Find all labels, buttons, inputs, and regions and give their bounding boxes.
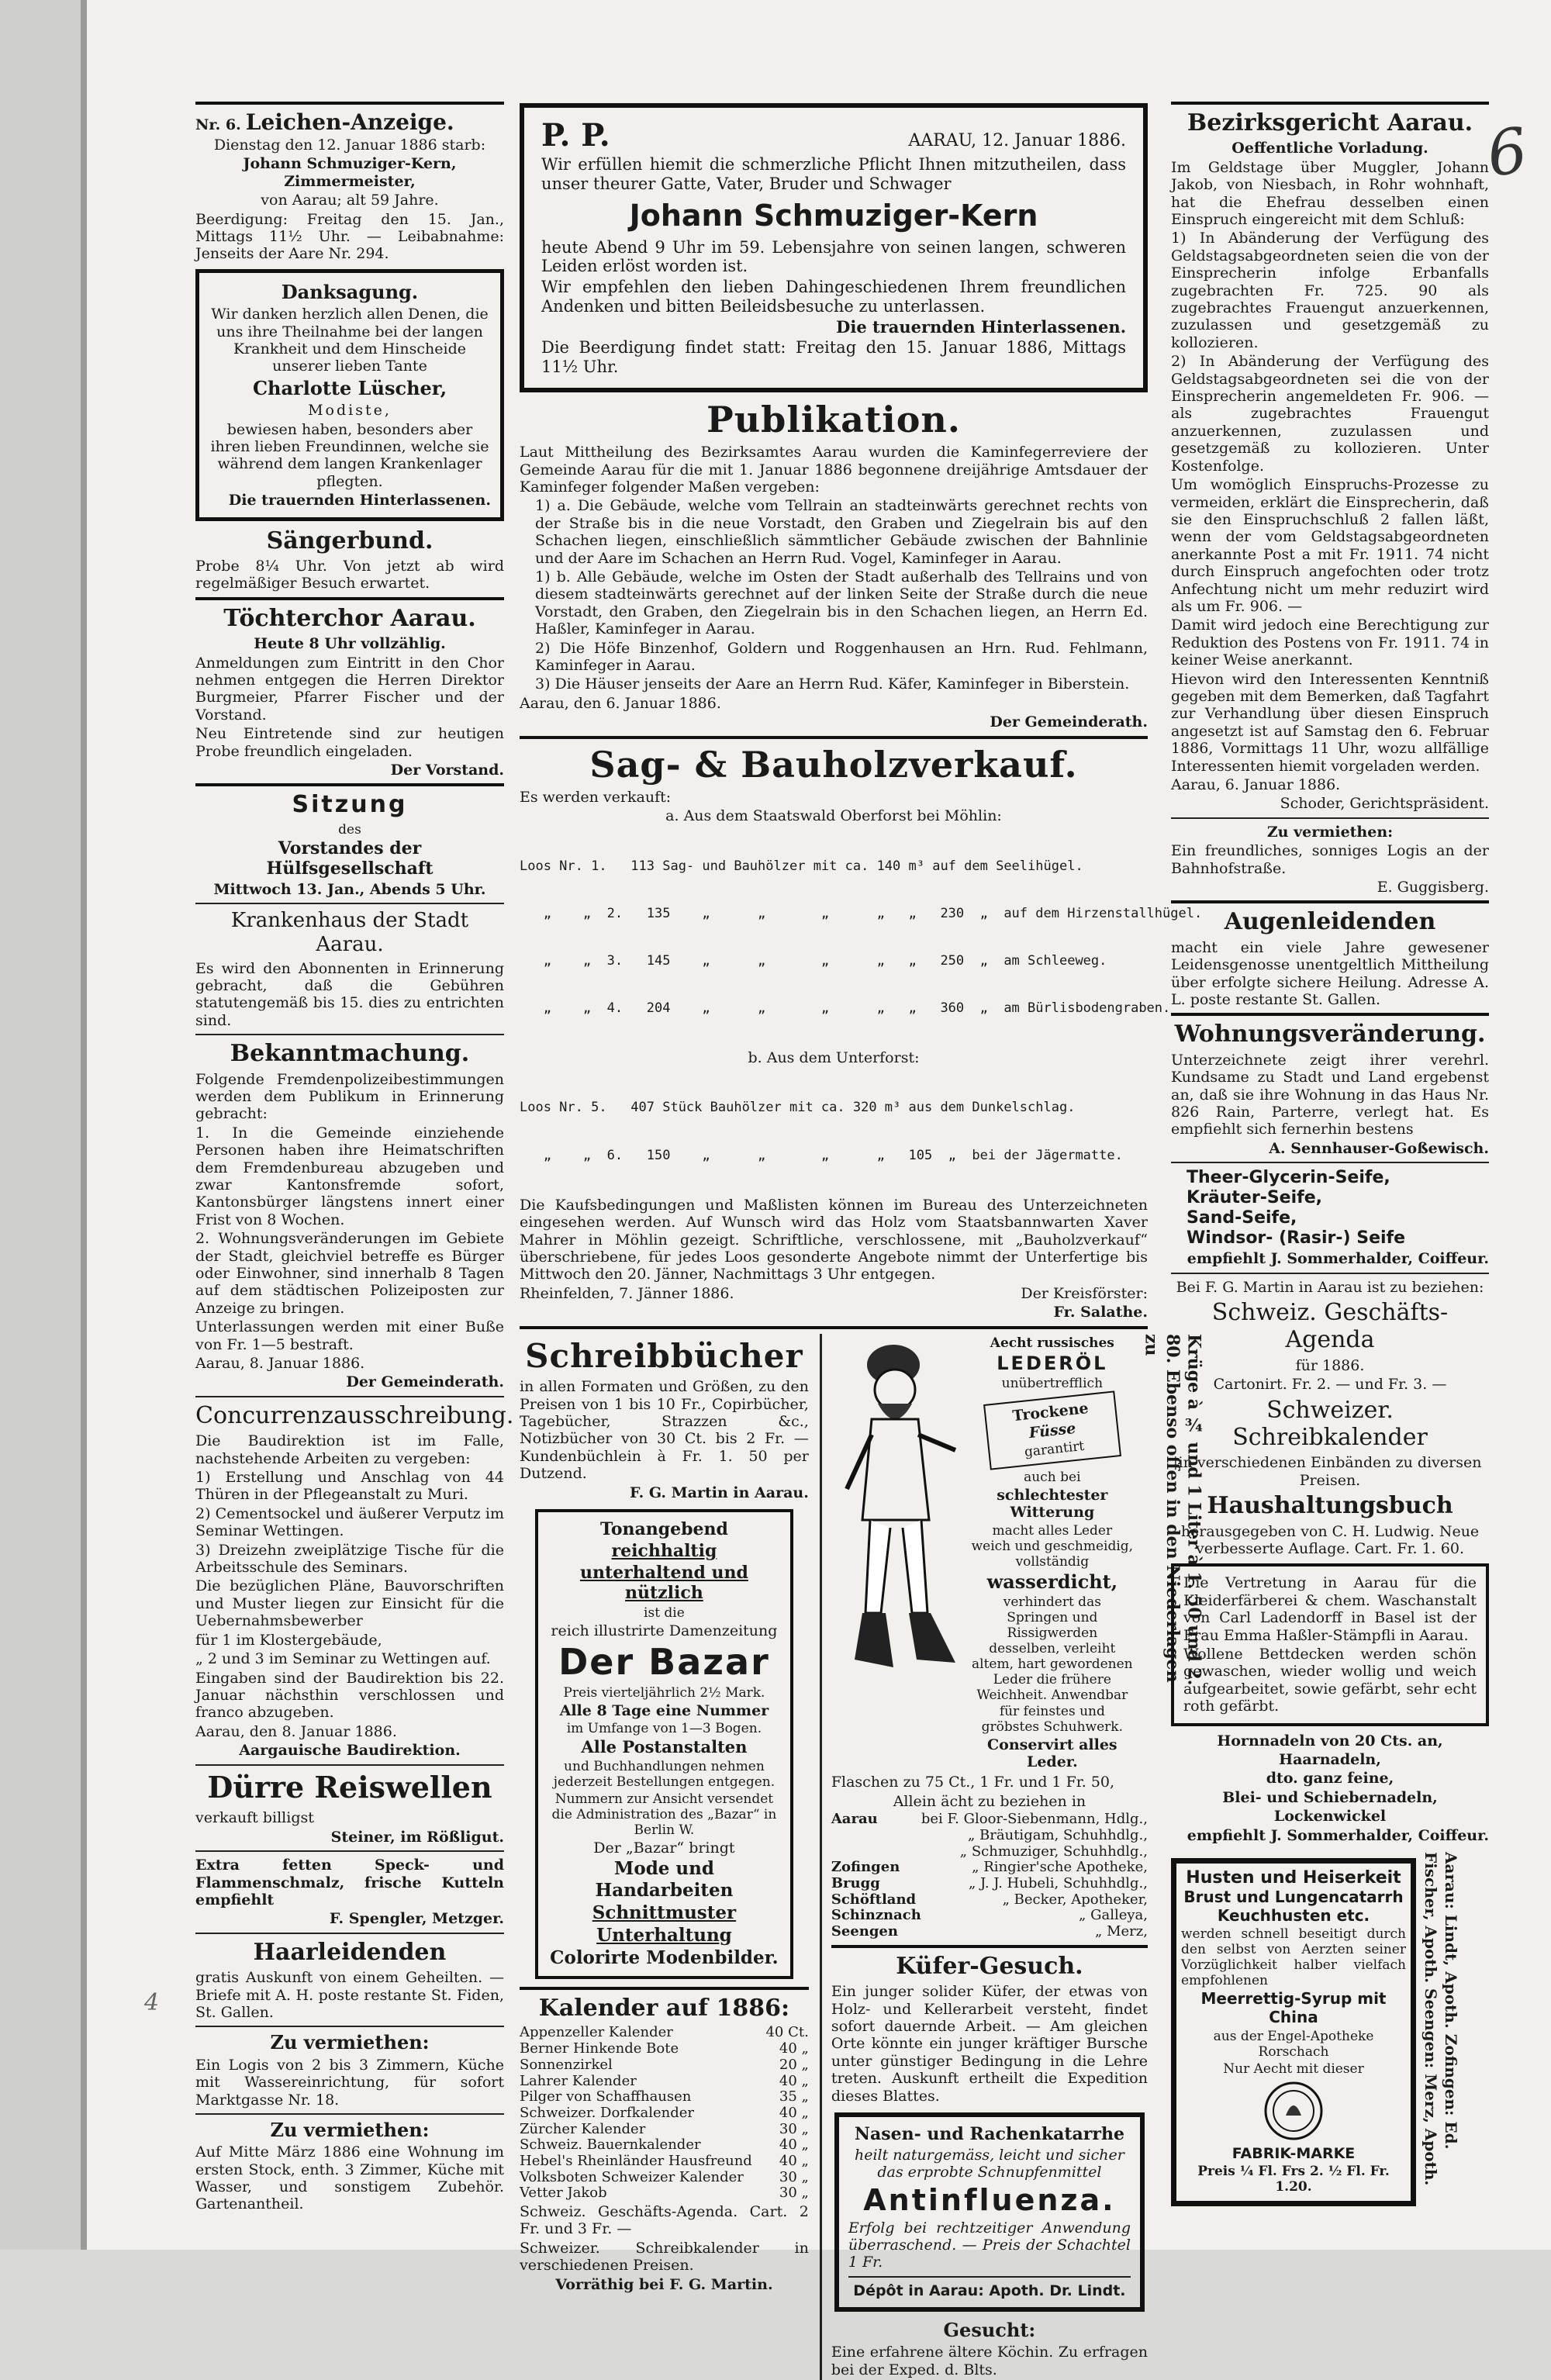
meerrettig-text: werden schnell beseitigt durch den selbst von Aerzten seiner Vorzüglichkeit halber vielfach empfohlenen xyxy=(1181,1926,1406,1989)
kalender-price: 35 „ xyxy=(779,2088,809,2105)
seifen-item: Sand-Seife, xyxy=(1187,1208,1297,1228)
toechterchor-text: Neu Eintretende sind zur heutigen Probe freundlich eingeladen. xyxy=(195,725,504,760)
haarnadeln-item: Blei- und Schiebernadeln, xyxy=(1222,1788,1438,1806)
seifen-item: Kräuter-Seife, xyxy=(1187,1188,1322,1208)
seller-row xyxy=(831,1908,1148,1924)
thanks-signature: Die trauernden Hinterlassenen. xyxy=(228,492,491,510)
boot-label-line: Füsse xyxy=(1028,1420,1077,1442)
bazar-post2: und Buchhandlungen nehmen jederzeit Bestellungen entgegen. xyxy=(553,1758,776,1790)
notice-line: Dienstag den 12. Januar 1886 starb: xyxy=(213,136,486,154)
seller-name: „ Becker, Apotheker, xyxy=(1002,1891,1148,1908)
loos-row: „ „ 4. 204 „ „ „ „ „ 360 „ am Bürlisbodengraben. xyxy=(520,1000,1171,1017)
divider xyxy=(195,1933,504,1934)
bazar-issue: Alle 8 Tage eine Nummer xyxy=(559,1701,769,1719)
divider xyxy=(195,1764,504,1766)
thanks-profession: Modiste, xyxy=(308,402,392,420)
obituary-pp: P. P. xyxy=(541,117,610,154)
krankenhaus-title: Krankenhaus der Stadt Aarau. xyxy=(230,909,469,956)
meerrettig-vertical: Aarau: Lindt, Apoth. Zofingen: Ed. Fischer, Apoth. Seengen: Merz, Apoth. xyxy=(1421,1852,1460,2186)
left-column xyxy=(195,97,514,2215)
bazar-line: reichhaltig xyxy=(611,1540,717,1561)
concurrenz-item: 2) Cementsockel und äußerer Verputz im Seminar Wettingen. xyxy=(195,1504,504,1540)
thanks-text: bewiesen haben, besonders aber ihren lieben Freundinnen, welche sie während dem langen Krankenlager pflegten. xyxy=(210,420,489,490)
divider xyxy=(1171,1273,1489,1274)
agenda-title: Schweiz. Geschäfts-Agenda xyxy=(1211,1298,1449,1354)
wohnung-text: Unterzeichnete zeigt ihrer verehrl. Kundsame zu Stadt und Land ergebenst an, daß sie ihre Wohnung in das Haus Nr. 826 Rain, Parterre, verlegt hat. Es empfiehlt sich fernerhin bestens xyxy=(1171,1051,1489,1138)
divider xyxy=(195,1396,504,1397)
seller-town: Aarau xyxy=(831,1811,878,1828)
bazar-unterhaltung: Unterhaltung xyxy=(596,1924,732,1946)
faerberei-text: Die Vertretung in Aarau für die Kleiderfärberei & chem. Waschanstalt von Carl Ladendorff in Basel ist der Frau Emma Haßler-Stämpfli in Aarau. xyxy=(1183,1574,1477,1644)
bezirksgericht-text: Hievon wird den Interessenten Kenntniß gegeben mit dem Bemerken, daß Tagfahrt zur Verhandlung über diesen Einspruch angesetzt ist auf Samstag den 6. Februar 1886, Vormittags 11 Uhr, wozu allfällige Interessenten hiemit vorgeladen werden. xyxy=(1171,670,1489,775)
divider xyxy=(1171,1162,1489,1163)
kalender-price: 40 „ xyxy=(779,2104,809,2121)
notice-line: von Aarau; alt 59 Jahre. xyxy=(261,192,439,209)
thanks-text: Wir danken herzlich allen Denen, die uns ihre Theilnahme bei der langen Krankheit und dem Hinscheide unserer lieben Tante xyxy=(211,306,489,375)
toechterchor-title: Töchterchor Aarau. xyxy=(223,604,476,632)
haarnadeln-item: Hornnadeln von 20 Cts. an, xyxy=(1217,1732,1443,1750)
vermiethen-title: Zu vermiethen: xyxy=(1266,823,1394,841)
concurrenz-text: „ 2 und 3 im Seminar zu Wettingen auf. xyxy=(195,1650,491,1668)
kalender-price: 40 „ xyxy=(779,2072,809,2089)
bezirksgericht-text: 1) In Abänderung der Verfügung des Geldstagsabgeordneten seien die von der Einsprecherin infolge Erbanfalls zugebrachten Fr. 725. 90 als zugebrachtes Frauengut anzuerkennen, zuzulassen und gesetzgemäß zu kollozieren. xyxy=(1171,230,1489,351)
concurrenz-date: Aarau, den 8. Januar 1886. xyxy=(195,1722,397,1740)
lederoel-illustration xyxy=(831,1334,971,1773)
bazar-sample: Nummern zur Ansicht versendet die Administration des „Bazar“ in Berlin W. xyxy=(551,1791,777,1838)
seller-name: „ Ringier'sche Apotheke, xyxy=(972,1859,1148,1876)
divider xyxy=(831,1945,1148,1948)
loos-row: „ „ 2. 135 „ „ „ „ „ 230 „ auf dem Hirzenstallhügel. xyxy=(520,905,1203,921)
gesucht-title: Gesucht: xyxy=(943,2319,1036,2342)
loos-row: Loos Nr. 5. 407 Stück Bauhölzer mit ca. 320 m³ aus dem Dunkelschlag. xyxy=(520,1100,1076,1116)
antinfluenza-ad xyxy=(834,2112,1145,2312)
divider xyxy=(195,783,504,786)
right-column xyxy=(1171,97,1489,2212)
man-with-boots-illustration xyxy=(831,1334,963,1691)
seifen-list xyxy=(1171,1168,1489,1249)
agenda-intro: Bei F. G. Martin in Aarau ist zu beziehen: xyxy=(1176,1278,1484,1296)
lederoel-text: auch bei xyxy=(1024,1469,1081,1485)
divider xyxy=(520,736,1148,739)
kalender-agenda: Schweiz. Geschäfts-Agenda. Cart. 2 Fr. und 3 Fr. — xyxy=(520,2203,809,2238)
concurrenz-text: für 1 im Klostergebäude, xyxy=(195,1631,382,1649)
kalender-row xyxy=(520,2089,809,2105)
bekanntmachung-text: Unterlassungen werden mit einer Buße von Fr. 1—5 bestraft. xyxy=(195,1318,504,1353)
lederoel-sub: unübertrefflich xyxy=(1001,1375,1104,1391)
bazar-line: unterhaltend und nützlich xyxy=(579,1562,748,1603)
kalender-name: Pilger von Schaffhausen xyxy=(520,2088,692,2105)
antinfluenza-name: Antinfluenza. xyxy=(863,2182,1116,2217)
bekanntmachung-item: 2. Wohnungsveränderungen im Gebiete der Stadt, gleichviel betreffe es Bürger oder Einwohner, sind innerhalb 8 Tagen auf dem städtischen Polizeiposten zur Anzeige zu bringen. xyxy=(195,1230,504,1317)
holz-signature: Fr. Salathe. xyxy=(1053,1304,1148,1321)
seller-row xyxy=(831,1876,1148,1892)
concurrenz-text: Die Baudirektion ist im Falle, nachstehende Arbeiten zu vergeben: xyxy=(195,1432,504,1467)
faerberei-box xyxy=(1171,1563,1489,1725)
seller-town: Zofingen xyxy=(831,1859,900,1876)
bazar-line: reich illustrirte Damenzeitung xyxy=(551,1622,778,1639)
sitzung-des: des xyxy=(338,821,361,838)
bezirksgericht-text: Im Geldstage über Muggler, Johann Jakob, von Niesbach, in Rohr wohnhaft, hat die Ehefrau desselben einen Einspruch eingereicht mit dem Schluß: xyxy=(1171,158,1489,229)
bazar-price: Preis vierteljährlich 2½ Mark. xyxy=(563,1684,765,1701)
kalender-price: 40 „ xyxy=(779,2040,809,2057)
meerrettig-title: Husten und Heiserkeit xyxy=(1186,1868,1401,1888)
bekanntmachung-item: 1. In die Gemeinde einziehende Personen haben ihre Heimatschriften dem Fremdenbureau abzugeben und zwar Kantonsfremde sofort, Kantonsbürger längstens innert einer Frist von 8 Wochen. xyxy=(195,1124,504,1228)
meerrettig-product: Meerrettig-Syrup mit China xyxy=(1200,1989,1387,2026)
bazar-title: Der Bazar xyxy=(558,1641,770,1684)
kalender-name: Zürcher Kalender xyxy=(520,2120,646,2137)
vermiethen-text: Ein Logis von 2 bis 3 Zimmern, Küche mit Wassereinrichtung, für sofort Marktgasse Nr. 18. xyxy=(195,2056,504,2109)
agenda-title3: Haushaltungsbuch xyxy=(1207,1492,1453,1520)
agenda-title2: Schweizer. Schreibkalender xyxy=(1232,1396,1428,1451)
kalender-name: Hebel's Rheinländer Hausfreund xyxy=(520,2152,752,2169)
divider xyxy=(195,597,504,600)
kalender-row xyxy=(520,2122,809,2138)
agenda-price: Cartonirt. Fr. 2. — und Fr. 3. — xyxy=(1213,1376,1447,1394)
bezirksgericht-text: Damit wird jedoch eine Berechtigung zur Reduktion des Postens von Fr. 1911. 74 in keiner Weise anerkannt. xyxy=(1171,617,1489,669)
publikation-item: 1) a. Die Gebäude, welche vom Tellrain an stadteinwärts gerechnet rechts von der Straße bis in die neue Vorstadt, den Graben und Ziegelrain bis auf den Schachen liegen, einschließlich sämmtlicher Gebäude zwischen der Bahnlinie und der Aare im Schachen an Herrn Rud. Vogel, Kaminfeger in Aarau. xyxy=(535,497,1148,567)
boot-label-line: garantirt xyxy=(1023,1438,1085,1460)
divider xyxy=(195,903,504,904)
divider xyxy=(195,2026,504,2027)
kalender-name: Vetter Jakob xyxy=(520,2185,607,2202)
boot-label xyxy=(983,1390,1121,1470)
notice-title: Leichen-Anzeige. xyxy=(245,109,454,135)
divider xyxy=(195,1850,504,1852)
publikation-item: 1) b. Alle Gebäude, welche im Osten der Stadt außerhalb des Tellrains und von diesem stadteinwärts gerechnet auf der linken Seite der Straße durch die neue Vorstadt, den Graben, den Ziegelrain bis in den Schachen liegen, an Herrn Ed. Haßler, Kaminfeger in Aarau. xyxy=(535,568,1148,638)
haarnadeln-item: Lockenwickel xyxy=(1273,1808,1387,1826)
meerrettig-price: Preis ¼ Fl. Frs 2. ½ Fl. Fr. 1.20. xyxy=(1197,2164,1390,2195)
holz-date: Rheinfelden, 7. Jänner 1886. xyxy=(520,1284,734,1302)
lederoel-text: macht alles Leder weich und geschmeidig, vollständig xyxy=(971,1522,1134,1570)
antinfluenza-title: Nasen- und Rachenkatarrhe xyxy=(854,2123,1124,2144)
kalender-name: Sonnenzirkel xyxy=(520,2056,613,2073)
divider xyxy=(848,2276,1131,2278)
saengerbund-title: Sängerbund. xyxy=(266,527,434,554)
seller-name: „ Schmuziger, Schuhhdlg., xyxy=(959,1843,1148,1860)
divider xyxy=(1171,1013,1489,1016)
seifen-seller: empfiehlt J. Sommerhalder, Coiffeur. xyxy=(1187,1250,1489,1268)
lederoel-text: wasserdicht, xyxy=(986,1570,1118,1593)
holz-office: Der Kreisförster: xyxy=(1021,1284,1148,1302)
bezirksgericht-title: Bezirksgericht Aarau. xyxy=(1187,109,1473,136)
thanks-title: Danksagung. xyxy=(281,280,419,303)
kalender-name: Volksboten Schweizer Kalender xyxy=(520,2168,744,2185)
publikation-title: Publikation. xyxy=(706,398,961,440)
seifen-item: Theer-Glycerin-Seife, xyxy=(1187,1168,1390,1188)
concurrenz-item: 1) Erstellung und Anschlag von 44 Thüren in der Pflegeanstalt zu Muri. xyxy=(195,1469,504,1504)
kalender-price: 40 „ xyxy=(779,2152,809,2169)
augenleiden-title: Augenleidenden xyxy=(1224,908,1436,936)
sitzung-when: Mittwoch 13. Jan., Abends 5 Uhr. xyxy=(213,880,486,898)
kalender-name: Berner Hinkende Bote xyxy=(520,2040,679,2057)
divider xyxy=(520,1326,1148,1329)
meerrettig-wrapper xyxy=(1171,1852,1489,2212)
middle-sub-left xyxy=(520,1334,809,2380)
bazar-colorirte: Colorirte Modenbilder. xyxy=(550,1946,779,1968)
agenda-text3: herausgegeben von C. H. Ludwig. Neue verbesserte Auflage. Cart. Fr. 1. 60. xyxy=(1180,1522,1480,1557)
reiswellen-title: Dürre Reiswellen xyxy=(207,1769,492,1805)
haarnadeln-item: Haarnadeln, xyxy=(1279,1750,1381,1768)
kalender-row xyxy=(520,2185,809,2202)
binding-edge xyxy=(81,0,87,2250)
holz-loos-a xyxy=(520,827,1203,1048)
lederoel-copy xyxy=(971,1334,1134,1773)
kuefer-text: Ein junger solider Küfer, der etwas von Holz- und Kellerarbeit versteht, findet sofort dauernde Arbeit. — Am gleichen Orte könnte ein junger kräftiger Bursche unter günstiger Bedingung in die Lehre treten. Auskunft ertheilt die Expedition dieses Blattes. xyxy=(831,1983,1148,2105)
bezirksgericht-text: 2) In Abänderung der Verfügung des Geldstagsabgeordneten sei die von der Einsprecherin angemeldeten Fr. 906. — als zugebrachtes Frauengut anzuerkennen, zuzulassen und gesetzgemäß zu kollozieren. Unter Kostenfolge. xyxy=(1171,353,1489,475)
thanks-box xyxy=(195,269,504,521)
kalender-price: 20 „ xyxy=(779,2056,809,2073)
reiswellen-text: verkauft billigst xyxy=(195,1809,314,1827)
death-notice xyxy=(195,109,504,263)
publikation-item: 2) Die Höfe Binzenhof, Goldern und Roggenhausen an Hrn. Rud. Fehlmann, Kaminfeger in Aarau. xyxy=(535,639,1148,675)
seller-row xyxy=(831,1860,1148,1876)
kalender-name: Schweizer. Dorfkalender xyxy=(520,2104,694,2121)
kalender-list xyxy=(520,2025,809,2202)
haarnadeln-item: dto. ganz feine, xyxy=(1266,1770,1394,1788)
kalender-name: Appenzeller Kalender xyxy=(520,2024,673,2041)
obituary-box xyxy=(520,103,1148,392)
holz-text: Die Kaufsbedingungen und Maßlisten können im Bureau des Unterzeichneten eingesehen werden. Auf Wunsch wird das Holz vom Staatsbannwarten Xaver Mahrer in Möhlin gezeigt. Schriftliche, verschlossene, mit „Bauholzverkauf“ überschriebene, für jedes Loos gesonderte Angebote nimmt der Unterfertige bis Mittwoch den 20. Jänner, Nachmittags 3 Uhr entgegen. xyxy=(520,1196,1148,1283)
divider xyxy=(520,1987,809,1990)
kalender-row xyxy=(520,2057,809,2074)
toechterchor-signature: Der Vorstand. xyxy=(390,762,504,779)
divider xyxy=(1171,102,1489,105)
bazar-schnitt: Schnittmuster xyxy=(592,1902,737,1923)
seller-town: Seengen xyxy=(831,1923,898,1940)
kalender-row xyxy=(520,2074,809,2090)
vermiethen-text: Ein freundliches, sonniges Logis an der Bahnhofstraße. xyxy=(1171,842,1489,877)
obituary-signature: Die trauernden Hinterlassenen. xyxy=(836,316,1126,337)
toechterchor-sub: Heute 8 Uhr vollzählig. xyxy=(254,635,446,653)
publikation-signature: Der Gemeinderath. xyxy=(990,713,1148,731)
loos-row: „ „ 6. 150 „ „ „ „ 105 „ bei der Jägermatte. xyxy=(520,1147,1123,1163)
speck-text: Extra fetten Speck- und Flammenschmalz, frische Kutteln empfiehlt xyxy=(195,1857,504,1908)
lederoel-ad xyxy=(831,1334,1148,1773)
meerrettig-title: Keuchhusten etc. xyxy=(1217,1905,1370,1925)
publikation-item: 3) Die Häuser jenseits der Aare an Herrn Rud. Käfer, Kaminfeger in Biberstein. xyxy=(535,675,1130,693)
bezirksgericht-date: Aarau, 6. Januar 1886. xyxy=(1171,776,1341,794)
kalender-row xyxy=(520,2137,809,2154)
bazar-issue2: im Umfange von 1—3 Bogen. xyxy=(566,1720,762,1736)
saengerbund-text: Probe 8¼ Uhr. Von jetzt ab wird regelmäßiger Besuch erwartet. xyxy=(195,557,504,592)
bazar-line: Tonangebend xyxy=(599,1518,728,1539)
seller-name: bei F. Gloor-Siebenmann, Hdlg., xyxy=(921,1811,1148,1828)
kalender-row xyxy=(520,2170,809,2186)
krankenhaus-text: Es wird den Abonnenten in Erinnerung gebracht, daß die Gebühren statutengemäß bis 15. dies zu entrichten sind. xyxy=(195,959,504,1029)
concurrenz-text: Die bezüglichen Pläne, Bauvorschriften und Muster liegen zur Einsicht für die Uebernahmsbewerber xyxy=(195,1577,504,1630)
loos-row: Loos Nr. 1. 113 Sag- und Bauhölzer mit ca. 140 m³ auf dem Seelihügel. xyxy=(520,858,1083,874)
vermiethen-title: Zu vermiethen: xyxy=(270,2118,430,2141)
meerrettig-maker: aus der Engel-Apotheke Rorschach xyxy=(1213,2028,1374,2060)
concurrenz-signature: Aargauische Baudirektion. xyxy=(239,1742,461,1760)
lederoel-title: LEDERÖL xyxy=(997,1352,1108,1374)
bezirksgericht-text: Um womöglich Einspruchs-Prozesse zu vermeiden, erklärt die Einsprecherin, daß sie den Einspruchschluß 2 fallen läßt, wenn der vom Geldstagsabgeordneten anerkannte Post a mit Fr. 1911. 74 nicht durch Einspruch angefochten oder trotz Anfechtung nicht um mehr reduzirt wird als um Fr. 906. — xyxy=(1171,476,1489,615)
sitzung-sub: Vorstandes der Hülfsgesellschaft xyxy=(266,838,434,879)
seller-name: „ J. J. Hubeli, Schuhhdlg., xyxy=(968,1874,1148,1891)
concurrenz-item: 3) Dreizehn zweiplätzige Tische für die Arbeitsschule des Seminars. xyxy=(195,1541,504,1577)
notice-line: Johann Schmuziger-Kern, Zimmermeister, xyxy=(243,155,457,190)
holz-sub: b. Aus dem Unterforst: xyxy=(748,1049,920,1067)
bazar-brings: Der „Bazar“ bringt xyxy=(593,1839,735,1857)
middle-sub-right xyxy=(820,1333,1204,2380)
divider xyxy=(1171,900,1489,903)
kalender-name: Schweiz. Bauernkalender xyxy=(520,2136,701,2154)
divider xyxy=(195,1034,504,1035)
gesucht-text: Eine erfahrene ältere Köchin. Zu erfragen bei der Exped. d. Blts. xyxy=(831,2344,1148,2378)
seller-row xyxy=(831,1892,1148,1908)
haarleiden-title: Haarleidenden xyxy=(253,1938,447,1966)
margin-mark: 4 xyxy=(144,1989,160,2016)
haarleiden-text: gratis Auskunft von einem Geheilten. — Briefe mit A. H. poste restante St. Fiden, St. Gallen. xyxy=(195,1969,504,2021)
agenda-text2: in verschiedenen Einbänden zu diversen Preisen. xyxy=(1178,1454,1482,1489)
meerrettig-fabrik: FABRIK-MARKE xyxy=(1231,2144,1356,2162)
seller-row xyxy=(831,1924,1148,1940)
kalender-name: Lahrer Kalender xyxy=(520,2072,637,2089)
bekanntmachung-signature: Der Gemeinderath. xyxy=(346,1373,504,1391)
seller-row xyxy=(831,1844,1148,1860)
kalender-price: 40 Ct. xyxy=(765,2024,809,2041)
seller-row xyxy=(831,1828,1148,1844)
kalender-price: 30 „ xyxy=(779,2185,809,2202)
obituary-text: Wir erfüllen hiemit die schmerzliche Pflicht Ihnen mitzutheilen, dass unser theurer Gatte, Vater, Bruder und Schwager xyxy=(541,155,1126,193)
agenda-year: für 1886. xyxy=(1295,1356,1365,1374)
reiswellen-seller: Steiner, im Rößligut. xyxy=(330,1828,504,1846)
divider xyxy=(1171,817,1489,819)
sitzung-title: Sitzung xyxy=(292,791,408,819)
trademark-seal-icon xyxy=(1263,2080,1325,2142)
antinfluenza-depot: Dépôt in Aarau: Apoth. Dr. Lindt. xyxy=(853,2282,1126,2299)
obituary-text: heute Abend 9 Uhr im 59. Lebensjahre von seinen langen, schweren Leiden erlöst worden ist. xyxy=(541,237,1126,276)
seller-name: „ Galleya, xyxy=(1079,1907,1148,1924)
seller-town: Schinznach xyxy=(831,1907,921,1924)
schreibbuecher-text: in allen Formaten und Größen, zu den Preisen von 1 bis 10 Fr., Copirbücher, Tagebücher, Strazzen &c., Notizbücher von 30 Ct. bis 2 Fr. — Kundenbüchlein à Fr. 1. 50 per Dutzend. xyxy=(520,1378,809,1483)
binding-gutter xyxy=(0,0,87,2250)
antinfluenza-text: heilt naturgemäss, leicht und sicher das erprobte Schnupfenmittel xyxy=(855,2146,1124,2181)
lederoel-text: schlechtester Witterung xyxy=(997,1486,1108,1522)
publikation-date: Aarau, den 6. Januar 1886. xyxy=(520,694,721,712)
haarnadeln-seller: empfiehlt J. Sommerhalder, Coiffeur. xyxy=(1187,1826,1489,1844)
boot-label-line: Trockene xyxy=(1011,1400,1090,1425)
notice-line: Beerdigung: Freitag den 15. Jan., Mittags 11½ Uhr. — Leibabnahme: Jenseits der Aare Nr. 294. xyxy=(195,210,504,263)
obituary-dateline: AARAU, 12. Januar 1886. xyxy=(908,131,1126,150)
kalender-seller: Vorräthig bei F. G. Martin. xyxy=(555,2275,773,2293)
bekanntmachung-title: Bekanntmachung. xyxy=(230,1040,470,1068)
seller-town: Brugg xyxy=(831,1874,880,1891)
bazar-post: Alle Postanstalten xyxy=(581,1737,748,1757)
faerberei-text: Wollene Bettdecken werden schön gewaschen, wieder wollig und weich aufgearbeitet, sowie gefärbt, sehr echt roth gefärbt. xyxy=(1183,1645,1477,1715)
meerrettig-nur: Nur Aecht mit dieser xyxy=(1223,2060,1364,2077)
kalender-price: 40 „ xyxy=(779,2136,809,2154)
seller-town: Schöftland xyxy=(831,1891,917,1908)
meerrettig-title: Brust und Lungencatarrh xyxy=(1183,1887,1404,1906)
kalender-row xyxy=(520,2154,809,2170)
bekanntmachung-text: Folgende Fremdenpolizeibestimmungen werden dem Publikum in Erinnerung gebracht: xyxy=(195,1070,504,1123)
loos-row: „ „ 3. 145 „ „ „ „ „ 250 „ am Schleeweg. xyxy=(520,952,1107,969)
holz-text: Es werden verkauft: xyxy=(520,788,672,806)
concurrenz-text: Eingaben sind der Baudirektion bis 22. Januar nächsthin verschlossen und franco abzugeben. xyxy=(195,1669,504,1722)
concurrenz-title: Concurrenzausschreibung. xyxy=(195,1401,514,1429)
page-number: 6 xyxy=(1482,113,1532,192)
middle-column xyxy=(520,97,1204,2380)
vermiethen-title: Zu vermiethen: xyxy=(270,2031,430,2054)
kalender-schreibkalender: Schweizer. Schreibkalender in verschiedenen Preisen. xyxy=(520,2239,809,2275)
seller-name: „ Merz, xyxy=(1095,1923,1148,1940)
lederoel-sellers xyxy=(831,1812,1148,1940)
bezirksgericht-sub: Oeffentliche Vorladung. xyxy=(1231,140,1428,157)
lederoel-text: Conservirt alles Leder. xyxy=(987,1736,1117,1770)
speck-seller: F. Spengler, Metzger. xyxy=(329,1910,504,1928)
vermiethen-text: Auf Mitte März 1886 eine Wohnung im ersten Stock, enth. 3 Zimmer, Küche mit Wasser, und sonstigem Zubehör. Gartenantheil. xyxy=(195,2143,504,2213)
kalender-price: 30 „ xyxy=(779,2168,809,2185)
divider xyxy=(195,102,504,105)
seifen-item: Windsor- (Rasir-) Seife xyxy=(1187,1228,1406,1249)
lederoel-sellers-intro: Allein ächt zu beziehen in xyxy=(893,1792,1086,1810)
wohnung-title: Wohnungsveränderung. xyxy=(1174,1021,1486,1048)
thanks-name: Charlotte Lüscher, xyxy=(252,376,447,399)
kalender-price: 30 „ xyxy=(779,2120,809,2137)
holz-title: Sag- & Bauholzverkauf. xyxy=(589,743,1078,786)
seller-row xyxy=(831,1812,1148,1828)
toechterchor-text: Anmeldungen zum Eintritt in den Chor nehmen entgegen die Herren Direktor Burgmeier, Pfarrer Fischer und der Vorstand. xyxy=(195,654,504,724)
antinfluenza-text: Erfolg bei rechtzeitiger Anwendung überraschend. — Preis der Schachtel 1 Fr. xyxy=(848,2219,1131,2271)
publikation-text: Laut Mittheilung des Bezirksamtes Aarau wurden die Kaminfegerreviere der Gemeinde Aarau für die mit 1. Januar 1886 begonnene dreijährige Amtsdauer der Kaminfeger folgender Maßen vergeben: xyxy=(520,444,1148,496)
notice-number: Nr. 6. xyxy=(195,116,241,133)
divider xyxy=(195,2113,504,2115)
kuefer-title: Küfer-Gesuch. xyxy=(896,1952,1083,1980)
kalender-row xyxy=(520,2041,809,2057)
bezirksgericht-signature: Schoder, Gerichtspräsident. xyxy=(1280,795,1489,813)
augenleiden-text: macht ein viele Jahre gewesener Leidensgenosse unentgeltlich Mittheilung über erfolgte sichere Heilung. Adresse A. L. poste restante St. Gallen. xyxy=(1171,938,1489,1009)
holz-loos-b xyxy=(520,1069,1148,1195)
lederoel-vertical: Krüge à ¾ und 1 Liter à 1. 50 und 2. 80. Ebenso offen in den Niederlagen zu xyxy=(1141,1333,1204,1685)
bekanntmachung-date: Aarau, 8. Januar 1886. xyxy=(195,1355,365,1373)
kalender-row xyxy=(520,2025,809,2041)
lederoel-text: verhindert das Springen und Rissigwerden desselben, verleiht altem, hart gewordenen Leder die frühere Weichheit. Anwendbar für feinstes und gröbstes Schuhwerk. xyxy=(972,1594,1133,1735)
obituary-funeral: Die Beerdigung findet statt: Freitag den 15. Januar 1886, Mittags 11½ Uhr. xyxy=(541,338,1126,377)
seller-name: „ Bräutigam, Schuhhdlg., xyxy=(968,1826,1148,1843)
bazar-mode: Mode und Handarbeiten xyxy=(595,1858,734,1901)
kalender-row xyxy=(520,2105,809,2122)
meerrettig-ad xyxy=(1171,1858,1416,2206)
middle-subcolumns xyxy=(520,1333,1204,2380)
bazar-line: ist die xyxy=(644,1605,685,1621)
kalender-title: Kalender auf 1886: xyxy=(538,1995,790,2022)
schreibbuecher-title: Schreibbücher xyxy=(525,1336,803,1375)
holz-sub: a. Aus dem Staatswald Oberforst bei Möhlin: xyxy=(665,807,1002,825)
haarnadeln-list xyxy=(1171,1732,1489,1826)
schreibbuecher-seller: F. G. Martin in Aarau. xyxy=(630,1484,809,1501)
bazar-ad xyxy=(535,1509,793,1979)
obituary-name: Johann Schmuziger-Kern xyxy=(629,198,1038,233)
lederoel-price: Flaschen zu 75 Ct., 1 Fr. und 1 Fr. 50, xyxy=(831,1774,1115,1791)
wohnung-signature: A. Sennhauser-Goßewisch. xyxy=(1269,1139,1489,1157)
vermiethen-signature: E. Guggisberg. xyxy=(1377,879,1489,896)
lederoel-header: Aecht russisches xyxy=(990,1335,1114,1351)
obituary-text: Wir empfehlen den lieben Dahingeschiedenen Ihrem freundlichen Andenken und bitten Beileidsbesuche zu unterlassen. xyxy=(541,278,1126,316)
